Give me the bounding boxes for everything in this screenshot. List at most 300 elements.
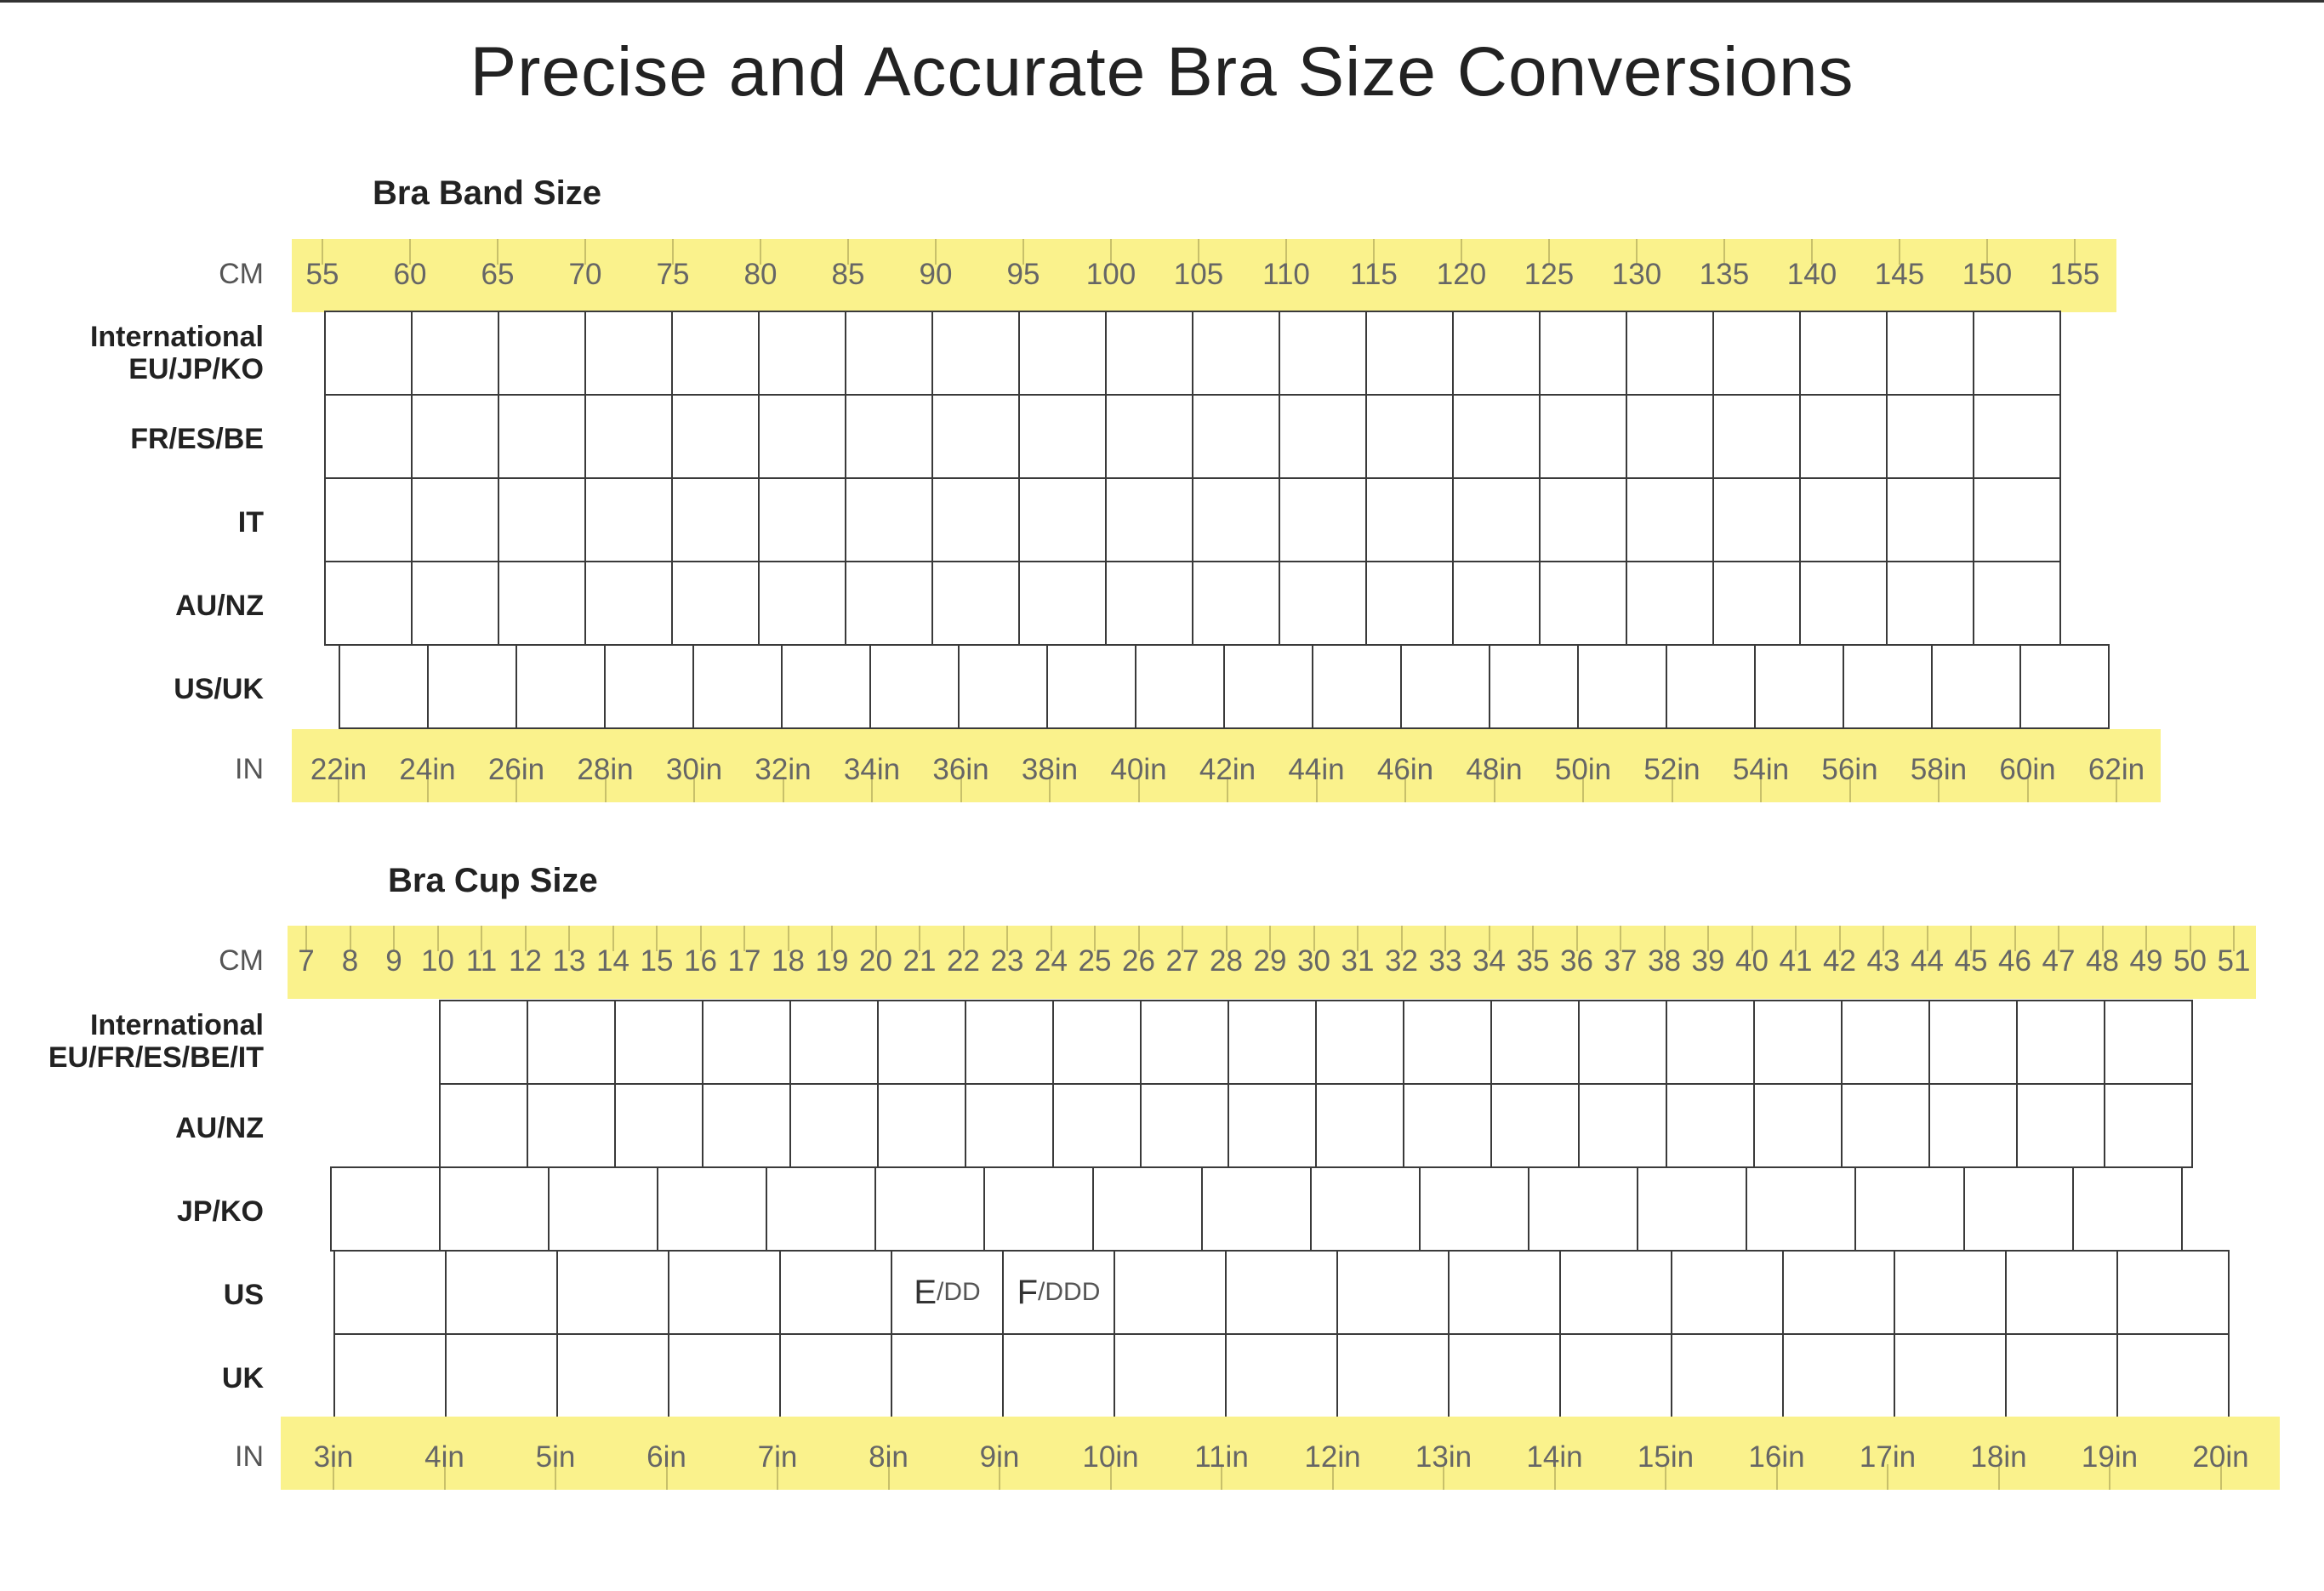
band-cell (411, 394, 499, 479)
cup-cell (2016, 1083, 2105, 1168)
cup-cell (1963, 1166, 2074, 1252)
band-cell (671, 561, 760, 646)
cup-in-label: 9in (979, 1440, 1020, 1474)
cup-cell (445, 1250, 558, 1335)
cup-cell (1336, 1333, 1450, 1418)
cup-cm-label: 18 (772, 944, 805, 978)
band-cm-label: 145 (1874, 258, 1925, 291)
band-cell (1577, 644, 1667, 729)
band-in-label: IN (235, 753, 264, 785)
cup-cell (1228, 1000, 1317, 1085)
cup-cell (439, 1083, 528, 1168)
cup-in-label: 16in (1748, 1440, 1805, 1474)
band-cell (1192, 561, 1280, 646)
band-cell (1365, 477, 1454, 562)
band-cm-label: 70 (568, 258, 602, 291)
cup-cm-label: 9 (385, 944, 402, 978)
cup-cell (891, 1333, 1004, 1418)
band-cell (931, 394, 1020, 479)
band-cell (671, 394, 760, 479)
cup-in-label: 19in (2081, 1440, 2139, 1474)
cup-cell (330, 1166, 441, 1252)
band-cm-label: 60 (393, 258, 427, 291)
cup-cell (1559, 1333, 1672, 1418)
cup-cell (1114, 1250, 1227, 1335)
band-cell (1046, 644, 1136, 729)
band-cell (1886, 311, 1974, 396)
band-row-label: FR/ES/BE (130, 423, 264, 455)
band-cell (584, 477, 673, 562)
band-cell (869, 644, 960, 729)
cup-cm-label: 42 (1823, 944, 1856, 978)
cup-cell (983, 1166, 1094, 1252)
cup-cell (1559, 1250, 1672, 1335)
cup-cell (1336, 1250, 1450, 1335)
band-cm-label: 85 (831, 258, 865, 291)
cup-in-label: 8in (869, 1440, 909, 1474)
band-cell (1452, 561, 1541, 646)
cup-cell (1448, 1333, 1561, 1418)
band-cm-label: 130 (1611, 258, 1662, 291)
band-cm-label: 90 (919, 258, 953, 291)
band-cell (845, 477, 933, 562)
band-cm-label: 105 (1173, 258, 1224, 291)
cup-cm-label: 17 (727, 944, 761, 978)
band-cm-label: 135 (1699, 258, 1750, 291)
cup-cell (1448, 1250, 1561, 1335)
cup-cell (333, 1250, 447, 1335)
cup-cell (556, 1250, 669, 1335)
cup-cm-label: 11 (465, 944, 498, 978)
band-cm-label: 100 (1085, 258, 1136, 291)
band-cell (1279, 394, 1367, 479)
cup-cell (965, 1000, 1054, 1085)
band-cell (692, 644, 783, 729)
band-cell (411, 311, 499, 396)
cup-cell (668, 1333, 781, 1418)
band-in-label: 28in (577, 753, 634, 786)
band-section-title: Bra Band Size (373, 174, 601, 212)
band-cell (1626, 477, 1714, 562)
band-cell (324, 311, 413, 396)
band-cell (584, 561, 673, 646)
cup-in-label: 18in (1970, 1440, 2027, 1474)
cup-cm-label: 29 (1253, 944, 1287, 978)
cup-cell (668, 1250, 781, 1335)
cup-cell (1671, 1333, 1784, 1418)
cup-in-label: 3in (313, 1440, 354, 1474)
band-cell (1135, 644, 1225, 729)
band-in-label: 46in (1376, 753, 1434, 786)
band-cm-label: CM (219, 258, 264, 290)
band-cell (1666, 644, 1756, 729)
cup-cell (877, 1000, 966, 1085)
cup-cell (1928, 1083, 2018, 1168)
band-cell (1105, 561, 1193, 646)
band-cell (411, 477, 499, 562)
band-cell (845, 561, 933, 646)
band-in-label: 42in (1199, 753, 1256, 786)
cup-cm-label: 37 (1603, 944, 1638, 978)
band-cell (1712, 477, 1801, 562)
cup-cell (1928, 1000, 2018, 1085)
band-cell (1279, 561, 1367, 646)
band-cell (1365, 311, 1454, 396)
cup-cm-label: 14 (596, 944, 629, 978)
band-cell (498, 394, 586, 479)
cup-cell (1310, 1166, 1421, 1252)
cup-cell (1841, 1000, 1930, 1085)
cup-cell (2116, 1250, 2230, 1335)
band-cell (1973, 477, 2061, 562)
cup-cell (1854, 1166, 1965, 1252)
cup-cell (2116, 1333, 2230, 1418)
cup-cell (2016, 1000, 2105, 1085)
band-cell (1452, 311, 1541, 396)
cup-cell (439, 1000, 528, 1085)
cup-cell (1490, 1000, 1580, 1085)
cup-cell (1403, 1083, 1492, 1168)
band-cell (339, 644, 429, 729)
cup-cm-label: 50 (2173, 944, 2207, 978)
cup-cell (702, 1083, 791, 1168)
band-cell (1452, 394, 1541, 479)
band-cell (1712, 311, 1801, 396)
cup-cell (1225, 1333, 1338, 1418)
cup-cm-label: 12 (509, 944, 542, 978)
band-cell (427, 644, 517, 729)
cup-cm-label: 34 (1472, 944, 1506, 978)
cup-cell (2005, 1333, 2118, 1418)
band-cm-label: 125 (1524, 258, 1575, 291)
page-title: Precise and Accurate Bra Size Conversions (470, 33, 1854, 111)
cup-cm-label: 47 (2042, 944, 2076, 978)
cup-cell (779, 1250, 892, 1335)
band-cell (1712, 394, 1801, 479)
band-cell (584, 394, 673, 479)
band-cell (1843, 644, 1933, 729)
band-cell (1539, 311, 1627, 396)
cup-cell (556, 1333, 669, 1418)
band-cm-label: 65 (481, 258, 515, 291)
band-cm-label: 80 (743, 258, 778, 291)
band-in-label: 40in (1110, 753, 1167, 786)
band-cell (758, 561, 846, 646)
band-cm-label: 155 (2049, 258, 2100, 291)
cup-cell (1201, 1166, 1312, 1252)
cup-cell (2072, 1166, 2183, 1252)
cup-row-label: UK (221, 1362, 264, 1394)
band-cell (1799, 561, 1888, 646)
cup-row-label: JP/KO (176, 1195, 264, 1228)
cup-cell (779, 1333, 892, 1418)
band-in-label: 22in (310, 753, 367, 786)
cup-in-label: 20in (2192, 1440, 2249, 1474)
cup-cm-label: CM (219, 944, 264, 977)
cup-cell (1092, 1166, 1203, 1252)
cup-cell (1052, 1000, 1142, 1085)
band-in-label: 30in (665, 753, 723, 786)
cup-in-label: 11in (1194, 1440, 1249, 1474)
band-cell (758, 311, 846, 396)
band-cell (1018, 311, 1107, 396)
cup-cell (445, 1333, 558, 1418)
band-in-label: 58in (1910, 753, 1968, 786)
cup-in-label: 6in (647, 1440, 686, 1474)
band-cell (1192, 311, 1280, 396)
band-cell (671, 311, 760, 396)
band-cell (515, 644, 606, 729)
band-in-label: 44in (1288, 753, 1345, 786)
cup-row-label: AU/NZ (175, 1112, 264, 1144)
band-cell (1105, 311, 1193, 396)
band-row-label: IT (237, 506, 264, 539)
cup-cell (1225, 1250, 1338, 1335)
cup-cm-label: 41 (1779, 944, 1813, 978)
band-cm-label: 115 (1350, 258, 1398, 291)
cup-cell (527, 1083, 616, 1168)
band-cell (498, 561, 586, 646)
band-cell (1312, 644, 1402, 729)
cup-cell (1746, 1166, 1856, 1252)
band-cell (604, 644, 694, 729)
band-cm-label: 55 (305, 258, 339, 291)
cup-cell (527, 1000, 616, 1085)
cup-cm-label: 15 (640, 944, 674, 978)
cup-cm-label: 44 (1911, 944, 1944, 978)
cup-cm-label: 46 (1998, 944, 2031, 978)
band-cell (1626, 311, 1714, 396)
cup-cell (1753, 1083, 1843, 1168)
cup-cell (1002, 1333, 1115, 1418)
cup-in-label: 12in (1304, 1440, 1361, 1474)
band-cell (498, 311, 586, 396)
cup-in-label: IN (235, 1440, 264, 1473)
band-cell (931, 561, 1020, 646)
cup-cell (439, 1166, 550, 1252)
band-cell (1223, 644, 1313, 729)
band-cell (1489, 644, 1579, 729)
band-in-label: 34in (843, 753, 901, 786)
band-cell (1018, 394, 1107, 479)
band-in-label: 38in (1021, 753, 1079, 786)
cup-in-label: 5in (535, 1440, 576, 1474)
cup-cm-label: 24 (1034, 944, 1068, 978)
cup-cell (877, 1083, 966, 1168)
cup-cm-label: 13 (552, 944, 586, 978)
band-cell (1973, 311, 2061, 396)
band-cell (584, 311, 673, 396)
band-cell (1626, 394, 1714, 479)
cup-cm-label: 36 (1560, 944, 1593, 978)
band-in-label: 50in (1554, 753, 1612, 786)
cup-row-label: US (223, 1279, 264, 1311)
cup-in-label: 4in (424, 1440, 464, 1474)
band-cell (845, 394, 933, 479)
cup-cm-label: 23 (990, 944, 1024, 978)
cup-cm-label: 31 (1341, 944, 1375, 978)
band-in-label: 26in (487, 753, 545, 786)
cup-in-label: 14in (1526, 1440, 1583, 1474)
cup-in-label: 10in (1082, 1440, 1139, 1474)
band-cell (1105, 477, 1193, 562)
cup-cm-label: 19 (815, 944, 849, 978)
cup-cm-label: 45 (1954, 944, 1988, 978)
cup-cell (1894, 1333, 2007, 1418)
band-cell (758, 394, 846, 479)
cup-cell (1114, 1333, 1227, 1418)
cup-cm-label: 20 (859, 944, 892, 978)
cup-cm-label: 32 (1385, 944, 1418, 978)
band-cell (324, 394, 413, 479)
cup-in-label: 13in (1415, 1440, 1472, 1474)
band-cell (1192, 477, 1280, 562)
band-cell (324, 561, 413, 646)
cup-cm-label: 22 (947, 944, 980, 978)
cup-cell (789, 1000, 879, 1085)
band-cell (1886, 477, 1974, 562)
cup-cell: F /DDD (1002, 1250, 1115, 1335)
cup-cm-label: 49 (2129, 944, 2163, 978)
band-cell (1105, 394, 1193, 479)
band-cell (758, 477, 846, 562)
band-in-label: 60in (1999, 753, 2056, 786)
cup-cell (789, 1083, 879, 1168)
cup-in-label: 17in (1859, 1440, 1917, 1474)
band-cell (1539, 394, 1627, 479)
cup-cell (657, 1166, 767, 1252)
band-cm-label: 95 (1006, 258, 1040, 291)
band-cell (958, 644, 1048, 729)
cup-cell (2104, 1000, 2193, 1085)
top-rule (0, 0, 2324, 3)
cup-cell (333, 1333, 447, 1418)
band-cell (1192, 394, 1280, 479)
band-in-label: 48in (1466, 753, 1523, 786)
cup-cell (614, 1000, 703, 1085)
band-cell (931, 477, 1020, 562)
band-cell (1539, 477, 1627, 562)
band-row-label: US/UK (174, 673, 264, 705)
band-cell (1973, 394, 2061, 479)
band-cell (411, 561, 499, 646)
band-cell (845, 311, 933, 396)
cup-cell (1140, 1083, 1229, 1168)
band-in-label: 36in (932, 753, 989, 786)
cup-cell (965, 1083, 1054, 1168)
cup-cm-label: 25 (1078, 944, 1112, 978)
cup-cell (1528, 1166, 1638, 1252)
band-cell (1799, 311, 1888, 396)
band-cell (1365, 394, 1454, 479)
cup-cm-label: 38 (1648, 944, 1681, 978)
cup-cell (1671, 1250, 1784, 1335)
cup-in-label: 7in (757, 1440, 798, 1474)
band-cell (498, 477, 586, 562)
cup-cell (1782, 1250, 1895, 1335)
band-cell (1279, 477, 1367, 562)
band-cm-label: 110 (1262, 258, 1310, 291)
cup-cm-label: 40 (1735, 944, 1769, 978)
band-cell (1754, 644, 1844, 729)
band-cell (1931, 644, 2021, 729)
band-cell (671, 477, 760, 562)
cup-cell: E /DD (891, 1250, 1004, 1335)
cup-cell (1894, 1250, 2007, 1335)
band-cell (1886, 561, 1974, 646)
band-cell (1400, 644, 1490, 729)
band-cell (1799, 477, 1888, 562)
cup-cell (1578, 1000, 1667, 1085)
band-in-label: 62in (2088, 753, 2145, 786)
cup-in-label: 15in (1637, 1440, 1695, 1474)
cup-cm-label: 28 (1210, 944, 1243, 978)
band-cell (1365, 561, 1454, 646)
band-cell (931, 311, 1020, 396)
band-cell (1018, 561, 1107, 646)
cup-cell (2005, 1250, 2118, 1335)
cup-cell (1403, 1000, 1492, 1085)
band-cell (1799, 394, 1888, 479)
band-cm-label: 140 (1786, 258, 1837, 291)
band-cm-label: 120 (1436, 258, 1487, 291)
cup-cm-label: 51 (2217, 944, 2251, 978)
band-row-label: AU/NZ (175, 590, 264, 622)
band-row-label: International EU/JP/KO (89, 321, 264, 385)
band-cell (1539, 561, 1627, 646)
cup-cm-label: 8 (341, 944, 359, 978)
cup-cm-label: 33 (1428, 944, 1462, 978)
cup-cell (1228, 1083, 1317, 1168)
band-cell (1279, 311, 1367, 396)
cup-cm-label: 30 (1297, 944, 1330, 978)
band-cm-label: 75 (656, 258, 690, 291)
band-in-label: 52in (1643, 753, 1700, 786)
band-in-label: 24in (399, 753, 456, 786)
cup-cm-label: 7 (298, 944, 315, 978)
cup-cell (1666, 1083, 1755, 1168)
cup-cm-label: 10 (421, 944, 454, 978)
cup-cell (1666, 1000, 1755, 1085)
band-cm-label: 150 (1962, 258, 2013, 291)
cup-cell (614, 1083, 703, 1168)
cup-cm-label: 16 (684, 944, 717, 978)
cup-cm-label: 48 (2086, 944, 2119, 978)
cup-cell (1419, 1166, 1529, 1252)
cup-cm-label: 39 (1691, 944, 1725, 978)
cup-cell (2104, 1083, 2193, 1168)
band-cell (1712, 561, 1801, 646)
band-cell (1626, 561, 1714, 646)
cup-cell (1052, 1083, 1142, 1168)
cup-cell (1782, 1333, 1895, 1418)
band-cell (324, 477, 413, 562)
cup-cell (1315, 1000, 1404, 1085)
band-cell (2019, 644, 2110, 729)
band-in-label: 56in (1821, 753, 1878, 786)
band-in-label: 54in (1732, 753, 1790, 786)
cup-cell (1637, 1166, 1747, 1252)
cup-row-label: International EU/FR/ES/BE/IT (48, 1009, 264, 1074)
cup-cell (1841, 1083, 1930, 1168)
cup-cell (1578, 1083, 1667, 1168)
cup-cm-label: 35 (1516, 944, 1550, 978)
band-cell (1018, 477, 1107, 562)
cup-section-title: Bra Cup Size (388, 862, 598, 899)
band-cell (1973, 561, 2061, 646)
band-cell (1452, 477, 1541, 562)
cup-cm-label: 26 (1122, 944, 1155, 978)
